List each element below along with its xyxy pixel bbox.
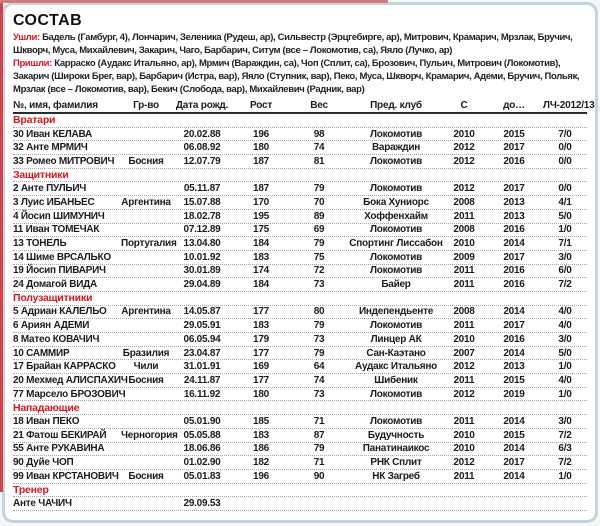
- cell-cl-2012-13: 7/1: [558, 238, 572, 250]
- cell-prev-club: Спортинг Лиссабон: [349, 238, 443, 250]
- cell-height: 174: [253, 265, 269, 277]
- cell-born: 06.05.94: [183, 333, 221, 345]
- cell-born: 31.01.91: [183, 361, 221, 373]
- cell-height: 186: [253, 443, 269, 455]
- cell-until: 2019: [503, 388, 525, 400]
- cell-height: 170: [253, 196, 269, 208]
- table-row: [13, 141, 587, 155]
- header-since: С: [460, 100, 468, 111]
- cell-country: Босния: [128, 470, 164, 482]
- cell-cl-2012-13: 7/0: [558, 128, 572, 140]
- cell-born: 06.08.92: [183, 142, 221, 154]
- cell-until: 2013: [503, 196, 525, 208]
- cell-born: 29.05.91: [183, 320, 221, 332]
- cell-weight: 75: [313, 251, 325, 263]
- cell-height: 196: [253, 470, 269, 482]
- cell-country: Бразилия: [122, 347, 170, 359]
- table-row: [13, 224, 587, 238]
- cell-weight: 73: [313, 279, 325, 291]
- table-row: [13, 415, 587, 429]
- cell-until: 2017: [503, 142, 525, 154]
- cell-until: 2014: [503, 306, 525, 318]
- cell-num-name: 32 Анте МРМИЧ: [13, 142, 88, 154]
- cell-since: 2011: [453, 320, 475, 332]
- cell-since: 2008: [453, 224, 475, 236]
- cell-until: 2013: [503, 361, 525, 373]
- cell-weight: 64: [313, 361, 325, 373]
- cell-height: 177: [253, 306, 269, 318]
- cell-until: 2014: [503, 415, 525, 427]
- cell-height: 175: [253, 224, 269, 236]
- table-row: [13, 429, 587, 443]
- cell-cl-2012-13: 6/3: [558, 443, 572, 455]
- transfers-out-paragraph: [13, 31, 587, 57]
- cell-num-name: 13 ТОНЕЛЬ: [13, 238, 67, 250]
- cell-height: 177: [253, 347, 269, 359]
- transfers-out-label: Ушли:: [13, 32, 40, 43]
- cell-cl-2012-13: 3/0: [558, 333, 572, 345]
- cell-since: 2012: [453, 361, 475, 373]
- cell-weight: 79: [313, 443, 325, 455]
- cell-prev-club: Локомотив: [369, 265, 423, 277]
- cell-since: 2011: [453, 265, 475, 277]
- cell-cl-2012-13: 5/0: [558, 347, 572, 359]
- cell-born: 01.02.90: [183, 457, 221, 469]
- cell-weight: 87: [313, 429, 325, 441]
- cell-height: 195: [253, 210, 269, 222]
- cell-height: 169: [253, 361, 269, 373]
- section-title: Полузащитники: [13, 292, 93, 305]
- cell-height: 180: [253, 388, 269, 400]
- table-row: [13, 374, 587, 388]
- section-title: Тренер: [13, 483, 49, 496]
- cell-cl-2012-13: 3/0: [558, 415, 572, 427]
- cell-born: 07.12.89: [183, 224, 221, 236]
- cell-born: 15.07.88: [183, 196, 221, 208]
- cell-country: Черногория: [121, 429, 178, 441]
- cell-until: 2016: [503, 265, 525, 277]
- cell-born: 14.05.87: [183, 306, 221, 318]
- cell-height: 187: [253, 155, 269, 167]
- cell-weight: 74: [313, 142, 325, 154]
- header-cl-2012-13: ЛЧ-2012/13: [543, 100, 595, 111]
- cell-prev-club: Локомотив: [369, 320, 423, 332]
- cell-num-name: 6 Ариян АДЕМИ: [13, 320, 90, 332]
- cell-height: 182: [253, 457, 269, 469]
- cell-num-name: 5 Адриан КАЛЕЛЬО: [13, 306, 107, 318]
- cell-weight: 73: [313, 388, 325, 400]
- cell-country: Чили: [133, 361, 159, 373]
- squad-table: [13, 99, 595, 511]
- cell-since: 2012: [453, 155, 475, 167]
- cell-born: 29.09.53: [183, 498, 221, 510]
- cell-cl-2012-13: 0/0: [558, 183, 572, 195]
- cell-height: 183: [253, 320, 269, 332]
- cell-until: 2015: [503, 128, 525, 140]
- cell-since: 2012: [453, 457, 475, 469]
- cell-prev-club: Вараждин: [371, 142, 421, 154]
- cell-num-name: Анте ЧАЧИЧ: [13, 498, 72, 510]
- cell-cl-2012-13: 1/0: [558, 470, 572, 482]
- cell-cl-2012-13: 3/0: [558, 251, 572, 263]
- cell-born: 18.06.86: [183, 443, 221, 455]
- table-row: [13, 237, 587, 251]
- cell-since: 2010: [453, 429, 475, 441]
- cell-num-name: 14 Шиме ВРСАЛЬКО: [13, 251, 111, 263]
- cell-born: 05.05.88: [183, 429, 221, 441]
- cell-weight: 79: [313, 183, 325, 195]
- cell-height: 184: [253, 238, 269, 250]
- cell-since: 2009: [453, 251, 475, 263]
- header-born: Дата рожд.: [175, 100, 229, 111]
- table-row: [13, 470, 587, 484]
- cell-weight: 72: [313, 265, 325, 277]
- cell-country: Босния: [128, 374, 164, 386]
- transfers-in-paragraph: [13, 57, 587, 96]
- section-title: Нападающие: [13, 401, 80, 414]
- cell-cl-2012-13: 6/0: [558, 265, 572, 277]
- table-row: [13, 251, 587, 265]
- cell-prev-club: Локомотив: [369, 415, 423, 427]
- cell-weight: 79: [313, 347, 325, 359]
- transfers-in-text: Карраско (Аудакс Итальяно, ар), Мрмич (Вараждин, са), Чоп (Сплит, са), Брозович, Пульич, Митрович (Локомотив), Закарич (Широки Брег, вар), Барбарич (Истра, вар), Яяло (Ступник, вар), Пеко, Муса, Шкворч, Крамарич, Адеми, Бручич, Польяк, Мрзлак (все – Локомотив, вар), Бекич (Слобода, вар), Михайлевич (Радник, вар): [13, 58, 580, 95]
- table-row: [13, 388, 587, 402]
- cell-since: 2008: [453, 196, 475, 208]
- cell-weight: 70: [313, 196, 325, 208]
- cell-since: 2007: [453, 347, 475, 359]
- cell-weight: 71: [313, 415, 325, 427]
- cell-since: 2010: [453, 238, 475, 250]
- cell-prev-club: Локомотив: [369, 183, 423, 195]
- cell-cl-2012-13: 7/2: [558, 457, 572, 469]
- cell-born: 10.01.92: [183, 251, 221, 263]
- cell-since: 2008: [453, 306, 475, 318]
- page-title: СОСТАВ: [13, 12, 83, 29]
- cell-weight: 98: [313, 128, 325, 140]
- cell-since: 2012: [453, 183, 475, 195]
- cell-until: 2014: [503, 470, 525, 482]
- cell-num-name: 3 Луис ИБАНЬЕС: [13, 196, 95, 208]
- cell-weight: 79: [313, 238, 325, 250]
- cell-until: 2017: [503, 320, 525, 332]
- cell-born: 18.02.78: [183, 210, 221, 222]
- cell-prev-club: Шибеник: [374, 374, 418, 386]
- cell-since: 2011: [453, 210, 475, 222]
- cell-born: 16.11.92: [183, 388, 221, 400]
- section-header: [13, 401, 587, 415]
- cell-weight: 73: [313, 333, 325, 345]
- cell-since: 2011: [453, 374, 475, 386]
- cell-prev-club: Панатинаикос: [362, 443, 430, 455]
- cell-num-name: 21 Фатош БЕКИРАЙ: [13, 429, 107, 441]
- table-row: [13, 182, 587, 196]
- cell-until: 2014: [503, 347, 525, 359]
- cell-until: 2015: [503, 374, 525, 386]
- header-prev-club: Пред. клуб: [370, 100, 422, 111]
- cell-num-name: 55 Анте РУКАВИНА: [13, 443, 105, 455]
- cell-prev-club: Линцер АК: [370, 333, 422, 345]
- cell-num-name: 8 Матео КОВАЧИЧ: [13, 333, 100, 345]
- cell-born: 23.04.87: [183, 347, 221, 359]
- cell-weight: 89: [313, 210, 325, 222]
- cell-height: 179: [253, 333, 269, 345]
- cell-cl-2012-13: 1/0: [558, 388, 572, 400]
- cell-prev-club: Будучность: [367, 429, 425, 441]
- table-row: [13, 278, 587, 292]
- cell-prev-club: Локомотив: [369, 224, 423, 236]
- table-row: [13, 333, 587, 347]
- cell-since: 2011: [453, 415, 475, 427]
- section-header: [13, 292, 587, 306]
- cell-until: 2016: [503, 279, 525, 291]
- cell-since: 2010: [453, 333, 475, 345]
- cell-num-name: 90 Дуйе ЧОП: [13, 457, 74, 469]
- cell-country: Португалия: [121, 238, 177, 250]
- cell-until: 2016: [503, 333, 525, 345]
- table-row: [13, 196, 587, 210]
- transfers-in-label: Пришли:: [13, 58, 52, 69]
- cell-since: 2011: [453, 279, 475, 291]
- section-header: [13, 114, 587, 128]
- cell-cl-2012-13: 7/2: [558, 279, 572, 291]
- cell-until: 2014: [503, 238, 525, 250]
- section-title: Вратари: [13, 114, 56, 127]
- cell-weight: 90: [313, 470, 325, 482]
- cell-num-name: 33 Ромео МИТРОВИЧ: [13, 155, 115, 167]
- cell-cl-2012-13: 7/2: [558, 429, 572, 441]
- cell-prev-club: Локомотив: [369, 155, 423, 167]
- cell-cl-2012-13: 0/0: [558, 155, 572, 167]
- cell-born: 12.07.79: [183, 155, 221, 167]
- table-row: [13, 497, 587, 511]
- cell-num-name: 17 Брайан КАРРАСКО: [13, 361, 116, 373]
- cell-num-name: 30 Иван КЕЛАВА: [13, 128, 92, 140]
- cell-weight: 71: [313, 457, 325, 469]
- table-row: [13, 360, 587, 374]
- transfers-out-text: Бадель (Гамбург, 4), Лончарич, Зеленика (Рудеш, ар), Сильвестр (Эрцгебирге, ар), Митрович, Крамарич, Мрзлак, Бручич, Шкворч, Муса, Михайлевич, Закарич, Чаго, Барбарич, Ситум (все – Локомотив, са), Яяло (Лучко, ар): [13, 32, 573, 56]
- cell-cl-2012-13: 4/1: [558, 196, 572, 208]
- cell-until: 2017: [503, 183, 525, 195]
- cell-num-name: 99 Иван КРСТАНОВИЧ: [13, 470, 119, 482]
- table-row: [13, 210, 587, 224]
- cell-born: 30.01.89: [183, 265, 221, 277]
- cell-weight: 69: [313, 224, 325, 236]
- cell-cl-2012-13: 4/0: [558, 374, 572, 386]
- cell-until: 2016: [503, 224, 525, 236]
- section-header: [13, 169, 587, 183]
- cell-height: 184: [253, 279, 269, 291]
- cell-weight: 80: [313, 306, 325, 318]
- cell-prev-club: Бока Хуниорс: [363, 196, 429, 208]
- cell-weight: 81: [313, 155, 325, 167]
- table-row: [13, 265, 587, 279]
- cell-prev-club: Аудакс Итальяно: [354, 361, 438, 373]
- cropped-top-red-border: [0, 0, 388, 3]
- cell-born: 05.01.83: [183, 470, 221, 482]
- header-country: Гр-во: [133, 100, 159, 111]
- header-weight: Вес: [310, 100, 328, 111]
- cell-prev-club: Байер: [381, 279, 411, 291]
- cell-prev-club: Сан-Каэтано: [366, 347, 426, 359]
- header-num-name: №, имя, фамилия: [13, 100, 98, 111]
- cell-weight: 79: [313, 320, 325, 332]
- cell-since: 2012: [453, 142, 475, 154]
- cell-born: 24.11.87: [183, 374, 221, 386]
- table-row: [13, 347, 587, 361]
- cell-height: 185: [253, 415, 269, 427]
- cell-until: 2014: [503, 443, 525, 455]
- cell-height: 183: [253, 429, 269, 441]
- cell-country: Аргентина: [121, 306, 171, 318]
- cropped-left-red-border: [0, 0, 3, 492]
- cell-prev-club: Локомотив: [369, 388, 423, 400]
- cell-born: 20.02.88: [183, 128, 221, 140]
- cell-cl-2012-13: 0/0: [558, 142, 572, 154]
- cell-born: 29.04.89: [183, 279, 221, 291]
- cell-height: 183: [253, 251, 269, 263]
- cell-num-name: 10 САММИР: [13, 347, 70, 359]
- cell-prev-club: РНК Сплит: [370, 457, 422, 469]
- cell-cl-2012-13: 5/0: [558, 210, 572, 222]
- cell-weight: 74: [313, 374, 325, 386]
- table-row: [13, 128, 587, 142]
- cell-cl-2012-13: 4/0: [558, 320, 572, 332]
- cell-country: Аргентина: [121, 196, 171, 208]
- squad-card: [2, 2, 598, 523]
- cell-since: 2010: [453, 443, 475, 455]
- cell-prev-club: Хоффенхайм: [364, 210, 428, 222]
- cell-until: 2017: [503, 457, 525, 469]
- cell-born: 13.04.80: [183, 238, 221, 250]
- cell-until: 2017: [503, 251, 525, 263]
- cell-num-name: 18 Иван ПЕКО: [13, 415, 80, 427]
- cell-num-name: 2 Анте ПУЛЬИЧ: [13, 183, 87, 195]
- table-row: [13, 155, 587, 169]
- cell-since: 2011: [453, 470, 475, 482]
- cell-cl-2012-13: 1/0: [558, 361, 572, 373]
- cell-cl-2012-13: 4/0: [558, 306, 572, 318]
- table-row: [13, 306, 587, 320]
- cell-born: 05.11.87: [183, 183, 221, 195]
- cell-height: 177: [253, 374, 269, 386]
- cell-num-name: 20 Мехмед АЛИСПАХИЧ: [13, 374, 128, 386]
- cell-prev-club: Индепендьенте: [358, 306, 434, 318]
- section-header: [13, 484, 587, 498]
- cell-born: 05.01.90: [183, 415, 221, 427]
- cell-height: 187: [253, 183, 269, 195]
- cell-num-name: 24 Домагой ВИДА: [13, 279, 98, 291]
- cell-num-name: 11 Иван ТОМЕЧАК: [13, 224, 100, 236]
- cell-prev-club: Локомотив: [369, 128, 423, 140]
- cell-height: 180: [253, 142, 269, 154]
- cell-prev-club: Локомотив: [369, 251, 423, 263]
- header-until: до…: [503, 100, 525, 111]
- section-title: Защитники: [13, 169, 69, 182]
- table-header-row: [13, 99, 595, 114]
- cell-country: Босния: [128, 155, 164, 167]
- cell-num-name: 4 Йосип ШИМУНИЧ: [13, 210, 105, 222]
- table-row: [13, 456, 587, 470]
- table-row: [13, 443, 587, 457]
- cell-num-name: 19 Йосип ПИВАРИЧ: [13, 265, 106, 277]
- table-row: [13, 319, 587, 333]
- cell-height: 196: [253, 128, 269, 140]
- cell-cl-2012-13: 1/0: [558, 224, 572, 236]
- cell-until: 2015: [503, 429, 525, 441]
- table-body: [13, 114, 587, 511]
- header-height: Рост: [249, 100, 273, 111]
- cell-until: 2016: [503, 155, 525, 167]
- cell-until: 2013: [503, 210, 525, 222]
- cell-since: 2012: [453, 388, 475, 400]
- cell-prev-club: НК Загреб: [372, 470, 420, 482]
- cell-num-name: 77 Марсело БРОЗОВИЧ: [13, 388, 126, 400]
- cell-since: 2010: [453, 128, 475, 140]
